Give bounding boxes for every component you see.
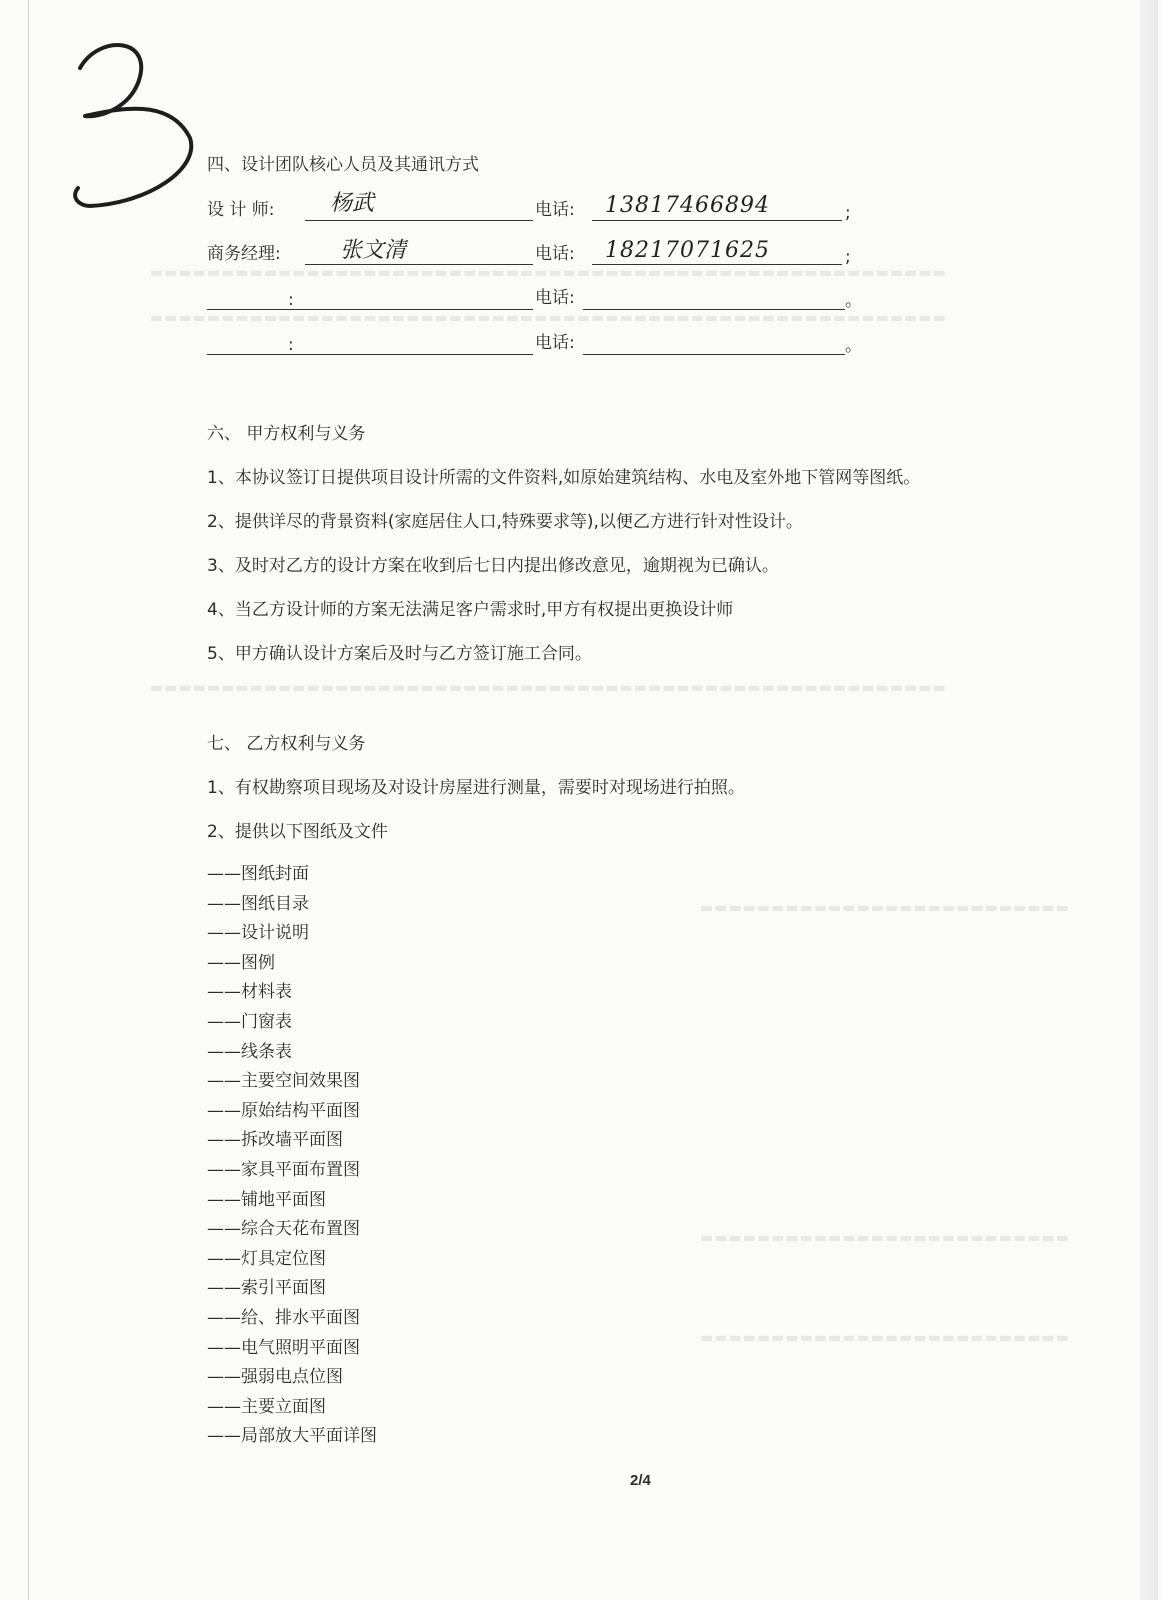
section-seven-title: 七、 乙方权利与义务 (207, 734, 366, 754)
page-edge-left (28, 0, 29, 1600)
bleed-through-line: ▬▬▬▬▬▬▬▬▬▬▬▬▬▬▬▬▬▬▬▬▬▬▬▬▬▬ (700, 900, 1070, 916)
manager-line-end: ; (845, 247, 851, 267)
bleed-through-line: ▬▬▬▬▬▬▬▬▬▬▬▬▬▬▬▬▬▬▬▬▬▬▬▬▬▬▬▬▬▬▬▬▬▬▬▬▬▬▬▬▬▬▬▬▬▬▬▬▬▬▬▬▬▬▬▬ (150, 680, 947, 696)
designer-phone-underline (592, 220, 842, 221)
designer-name-underline (305, 220, 533, 221)
bleed-through-line: ▬▬▬▬▬▬▬▬▬▬▬▬▬▬▬▬▬▬▬▬▬▬▬▬▬▬▬▬▬▬▬▬▬▬▬▬▬▬▬▬▬▬▬▬▬▬▬▬▬▬▬▬▬▬▬▬ (150, 265, 947, 281)
drawing-list-item: ——主要立面图 (207, 1396, 326, 1417)
section-six-item-3: 3、及时对乙方的设计方案在收到后七日内提出修改意见，逾期视为已确认。 (207, 556, 779, 576)
bleed-through-line: ▬▬▬▬▬▬▬▬▬▬▬▬▬▬▬▬▬▬▬▬▬▬▬▬▬▬ (700, 1230, 1070, 1246)
manager-phone-label: 电话: (535, 244, 575, 264)
page-edge-right (1140, 0, 1158, 1600)
designer-label: 设 计 师: (207, 200, 275, 220)
manager-name-underline (305, 264, 533, 265)
drawing-list-item: ——图纸封面 (207, 864, 309, 884)
section-seven-item-1: 1、有权勘察项目现场及对设计房屋进行测量，需要时对现场进行拍照。 (207, 778, 745, 798)
bleed-through-line: ▬▬▬▬▬▬▬▬▬▬▬▬▬▬▬▬▬▬▬▬▬▬▬▬▬▬▬▬▬▬▬▬▬▬▬▬▬▬▬▬▬▬▬▬▬▬▬▬▬▬▬▬▬▬▬▬ (150, 310, 947, 326)
drawing-list-item: ——图纸目录 (207, 893, 309, 914)
drawing-list-item: ——索引平面图 (207, 1278, 326, 1299)
manager-phone: 18217071625 (605, 238, 770, 263)
drawing-list-item: ——电气照明平面图 (207, 1337, 360, 1358)
section-six-item-1: 1、本协议签订日提供项目设计所需的文件资料,如原始建筑结构、水电及室外地下管网等图纸。 (207, 468, 921, 488)
drawing-list-item: ——家具平面布置图 (207, 1159, 360, 1180)
handwritten-number-mark (60, 38, 210, 218)
blank-phone-label-2: 电话: (535, 333, 575, 353)
manager-phone-underline (592, 264, 842, 265)
drawing-list-item: ——拆改墙平面图 (207, 1130, 343, 1151)
section-six-item-2: 2、提供详尽的背景资料(家庭居住人口,特殊要求等),以便乙方进行针对性设计。 (207, 512, 803, 532)
blank-line-end-2: 。 (845, 336, 862, 356)
drawing-list-item: ——设计说明 (207, 923, 309, 944)
blank-phone-underline-1 (583, 309, 845, 310)
drawing-list-item: ——局部放大平面详图 (207, 1426, 377, 1447)
blank-name-underline-2 (207, 354, 533, 355)
designer-phone-label: 电话: (535, 200, 575, 220)
drawing-list-item: ——原始结构平面图 (207, 1100, 360, 1121)
drawing-list-item: ——铺地平面图 (207, 1189, 326, 1210)
section-six-item-4: 4、当乙方设计师的方案无法满足客户需求时,甲方有权提出更换设计师 (207, 600, 734, 620)
blank-colon-2: : (288, 335, 294, 355)
drawing-list-item: ——灯具定位图 (207, 1248, 326, 1269)
designer-line-end: ; (845, 203, 851, 223)
manager-label: 商务经理: (207, 244, 281, 264)
blank-line-end-1: 。 (845, 291, 862, 311)
section-seven-item-2: 2、提供以下图纸及文件 (207, 822, 388, 842)
drawing-list-item: ——门窗表 (207, 1011, 292, 1032)
drawing-list-item: ——材料表 (207, 982, 292, 1003)
drawing-list-item: ——强弱电点位图 (207, 1367, 343, 1388)
drawing-list-item: ——综合天花布置图 (207, 1219, 360, 1240)
page-number: 2/4 (630, 1472, 651, 1489)
designer-name: 杨武 (330, 191, 375, 216)
drawing-list-item: ——给、排水平面图 (207, 1307, 360, 1328)
drawing-list (207, 860, 377, 1452)
drawing-list-item: ——主要空间效果图 (207, 1071, 360, 1092)
manager-name: 张文清 (340, 238, 407, 263)
drawing-list-item: ——线条表 (207, 1041, 292, 1062)
blank-name-underline-1 (207, 309, 533, 310)
drawing-list-item: ——图例 (207, 952, 275, 973)
blank-phone-label-1: 电话: (535, 288, 575, 308)
bleed-through-line: ▬▬▬▬▬▬▬▬▬▬▬▬▬▬▬▬▬▬▬▬▬▬▬▬▬▬ (700, 1330, 1070, 1346)
designer-phone: 13817466894 (605, 193, 770, 218)
blank-colon-1: : (288, 290, 294, 310)
section-four-title: 四、设计团队核心人员及其通讯方式 (207, 155, 479, 175)
section-six-title: 六、 甲方权利与义务 (207, 424, 366, 444)
blank-phone-underline-2 (583, 354, 845, 355)
section-six-item-5: 5、甲方确认设计方案后及时与乙方签订施工合同。 (207, 644, 592, 664)
